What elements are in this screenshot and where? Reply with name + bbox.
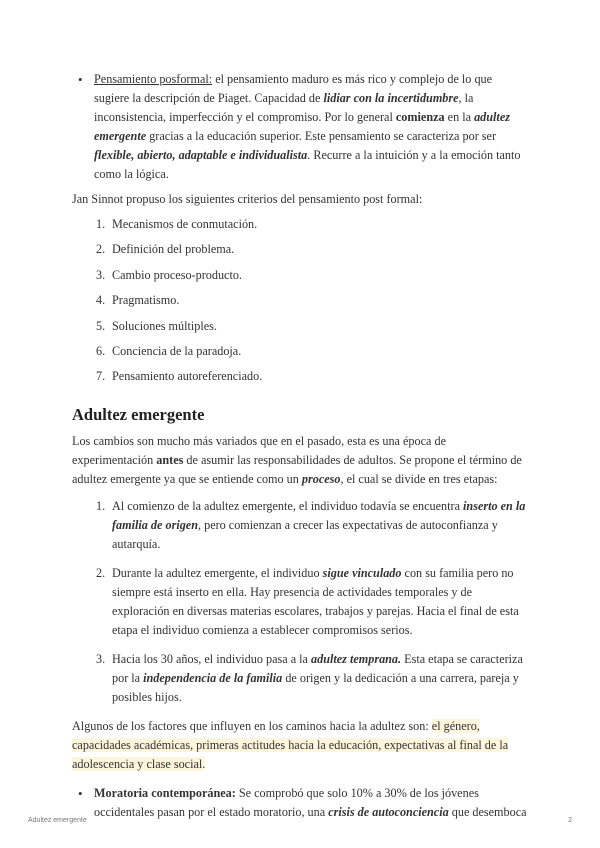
emphasis-comienza: comienza [395, 110, 445, 124]
emphasis-adultez-temprana: adultez temprana. [311, 651, 402, 666]
page-number: 2 [568, 817, 572, 824]
emphasis-flexible: flexible, abierto, adaptable e individualista [94, 148, 308, 162]
list-number: 6. [96, 343, 106, 358]
intro-paragraph [72, 432, 530, 489]
criteria-text: Mecanismos de conmutación. [112, 217, 258, 231]
page-footer [28, 811, 572, 830]
text-run: , el cual se divide en tres etapas: [340, 471, 498, 486]
text-run: , pero comienzan a crecer las expectativas de autoconfianza y autarquía. [112, 517, 498, 551]
emphasis-crisis-autoconciencia: crisis de autoconciencia [328, 804, 449, 819]
text-run: Se comprobó que solo 10% a 30% de los jóvenes occidentales pasan por el estado moratorio, una [94, 785, 479, 819]
text-run: en la [444, 110, 475, 124]
bullet-list-posformal [72, 70, 530, 184]
criteria-item [96, 240, 530, 265]
stage-item [96, 497, 530, 554]
text-run: Durante la adultez emergente, el individuo [112, 565, 323, 580]
text-run: Algunos de los factores que influyen en los caminos hacia la adultez son: [72, 718, 432, 733]
text-run: el pensamiento maduro es más rico y complejo de lo que sugiere la descripción de Piaget. Capacidad de [94, 72, 493, 105]
criteria-text: Cambio proceso-producto. [112, 267, 242, 282]
factors-paragraph [72, 717, 530, 774]
criteria-item [96, 215, 530, 240]
list-number: 3. [96, 267, 106, 282]
list-number: 7. [96, 369, 106, 384]
text-run: . Recurre a la intuición y a la emoción tanto como la lógica. [94, 148, 521, 181]
stage-item [96, 650, 530, 707]
criteria-text: Pensamiento autoreferenciado. [112, 369, 263, 384]
list-number: 4. [96, 293, 106, 308]
criteria-list [72, 215, 530, 393]
list-number: 1. [96, 498, 106, 513]
list-number: 2. [96, 565, 106, 580]
criteria-text: Pragmatismo. [112, 293, 180, 308]
text-run: Los cambios son mucho más variados que en el pasado, esta es una época de experimentación [72, 433, 446, 467]
emphasis-antes: antes [156, 452, 184, 467]
text-run: Esta etapa se caracteriza por la [112, 651, 523, 685]
stages-list [72, 497, 530, 707]
emphasis-sigue-vinculado: sigue vinculado [322, 565, 402, 580]
list-number: 2. [96, 242, 106, 257]
stage-item [96, 564, 530, 640]
criteria-text: Definición del problema. [112, 242, 235, 257]
text-run: de asumir las responsabilidades de adultos. Se propone el término de adultez emergente ya que se entiende como un [72, 452, 522, 486]
list-number: 5. [96, 318, 106, 333]
highlighted-factors: el género, capacidades académicas, primeras actitudes hacia la educación, expectativas al final de la adolescencia y clase social. [72, 718, 509, 771]
text-run: que desemboca [448, 804, 527, 819]
text-run: Al comienzo de la adultez emergente, el individuo todavía se encuentra [112, 498, 464, 513]
emphasis-incertidumbre: lidiar con la incertidumbre [323, 91, 459, 105]
sinnot-intro: Jan Sinnot propuso los siguientes criterios del pensamiento post formal: [72, 192, 423, 206]
emphasis-proceso: proceso [301, 471, 341, 486]
text-run: con su familia pero no siempre está inserto en ella. Hay presencia de actividades temporales y de exploración en diversas materias escolares, trabajos y parejas. Hacia el final de esta etapa el individuo comienza a establecer compromisos serios. [112, 565, 519, 637]
section-heading-adultez-emergente: Adultez emergente [72, 404, 205, 424]
emphasis-adultez-emergente: adultez emergente [94, 110, 510, 143]
term-pensamiento-posformal: Pensamiento posformal: [94, 72, 213, 86]
text-run: de origen y la dedicación a una carrera, pareja y posibles hijos. [112, 670, 519, 704]
criteria-item [96, 266, 530, 291]
criteria-item [96, 317, 530, 342]
criteria-text: Soluciones múltiples. [112, 318, 217, 333]
term-moratoria: Moratoria contemporánea: [94, 785, 236, 800]
document-page [72, 70, 530, 828]
criteria-text: Conciencia de la paradoja. [112, 343, 242, 358]
text-run: , la inconsistencia, imperfección y el compromiso. Por lo general [94, 91, 474, 124]
emphasis-independencia: independencia de la familia [143, 670, 283, 685]
criteria-item [96, 291, 530, 316]
bullet-posformal [94, 70, 530, 184]
text-run: Hacia los 30 años, el individuo pasa a la [112, 651, 312, 666]
list-number: 3. [96, 651, 106, 666]
list-number: 1. [96, 217, 106, 231]
criteria-item [96, 342, 530, 367]
text-run: gracias a la educación superior. Este pensamiento se caracteriza por ser [146, 129, 497, 143]
footer-title: Adultez emergente [28, 817, 87, 824]
criteria-item [96, 367, 530, 392]
emphasis-familia-de-origen: inserto en la familia de origen [112, 498, 526, 532]
